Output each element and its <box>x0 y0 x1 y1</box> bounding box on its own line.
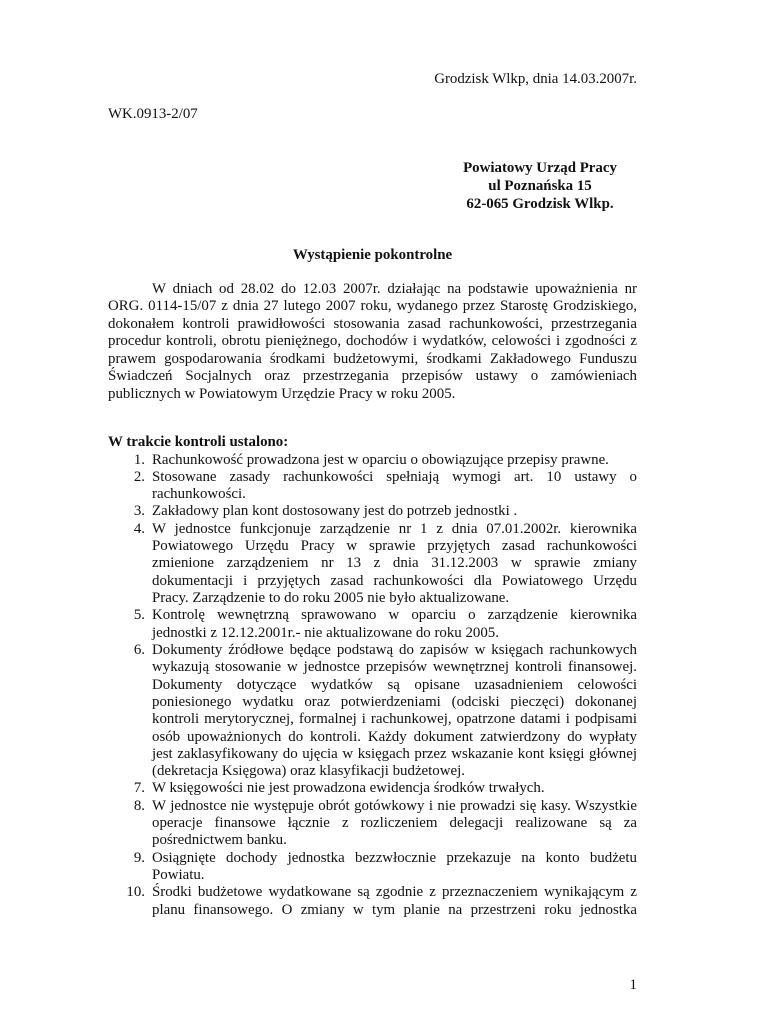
list-item-line: Kontrolę wewnętrzną sprawowano w oparciu o zarządzenie kierownika <box>152 607 637 624</box>
list-item <box>108 642 637 781</box>
intro-paragraph <box>108 281 637 404</box>
paragraph-line: ORG. 0114-15/07 z dnia 27 lutego 2007 roku, wydanego przez Starostę Grodziskiego, <box>108 298 637 314</box>
list-item-number: 1. <box>133 451 145 468</box>
paragraph-line: prawem gospodarowania środkami budżetowymi, środkami Zakładowego Funduszu <box>108 350 637 367</box>
list-item <box>108 521 637 608</box>
list-item-number: 7. <box>133 780 145 797</box>
paragraph-line: W dniach od 28.02 do 12.03 2007r. działając na podstawie upoważnienia nr <box>152 280 637 297</box>
list-item-line: Zakładowy plan kont dostosowany jest do potrzeb jednostki . <box>152 503 518 520</box>
list-item-line: jednostki z 12.12.2001r.- nie aktualizowane do roku 2005. <box>152 624 499 641</box>
addressee-name: Powiatowy Urząd Pracy <box>463 159 617 176</box>
list-item-line: W jednostce nie występuje obrót gotówkowy i nie prowadzi się kasy. Wszystkie <box>152 797 637 814</box>
addressee-city: 62-065 Grodzisk Wlkp. <box>466 195 614 212</box>
reference-number: WK.0913-2/07 <box>108 105 198 122</box>
list-item-line: Powiatu. <box>152 867 205 883</box>
list-item-line: wykazują stosowanie w jednostce przepisów wewnętrznej kontroli finansowej. <box>152 659 637 676</box>
list-item-number: 6. <box>133 641 145 658</box>
list-item-line: Rachunkowość prowadzona jest w oparciu o obowiązujące przepisy prawne. <box>152 451 609 468</box>
list-item-line: dokumentacji i przyjętych zasad rachunkowości dla Powiatowego Urzędu <box>152 572 637 589</box>
list-item-line: W księgowości nie jest prowadzona ewidencja środków trwałych. <box>152 780 545 797</box>
paragraph-line: publicznych w Powiatowym Urzędzie Pracy w roku 2005. <box>108 385 456 402</box>
list-item-number: 8. <box>133 797 145 814</box>
place-date: Grodzisk Wlkp, dnia 14.03.2007r. <box>434 70 637 87</box>
list-item-number: 4. <box>133 520 145 537</box>
list-item <box>108 607 637 642</box>
list-item-number: 10. <box>126 884 145 901</box>
page-number: 1 <box>629 976 637 993</box>
list-item-line: Pracy. Zarządzenie to do roku 2005 nie było aktualizowane. <box>152 590 510 606</box>
list-item-line: W jednostce funkcjonuje zarządzenie nr 1 z dnia 07.01.2002r. kierownika <box>152 520 637 537</box>
list-item-line: Środki budżetowe wydatkowane są zgodnie z przeznaczeniem wynikającym z <box>152 884 637 901</box>
list-item-line: Dokumenty źródłowe będące podstawą do zapisów w księgach rachunkowych <box>152 641 637 658</box>
list-item-number: 3. <box>133 503 145 520</box>
list-item-line: poniesionego wydatku oraz potwierdzeniami (odciski pieczęci) dokonanej <box>152 693 637 710</box>
list-item <box>108 452 637 469</box>
document-title: Wystąpienie pokontrolne <box>292 246 453 263</box>
list-item <box>108 850 637 885</box>
addressee-street: ul Poznańska 15 <box>488 177 592 194</box>
list-item <box>108 780 637 797</box>
findings-list <box>108 452 637 919</box>
list-item-line: Stosowane zasady rachunkowości spełniają wymogi art. 10 ustawy o <box>152 468 637 485</box>
list-item-line: rachunkowości. <box>152 486 246 503</box>
paragraph-line: procedur kontroli, obrotu pieniężnego, dochodów i wydatków, celowości i zgodności z <box>108 333 637 349</box>
list-item-line: pośrednictwem banku. <box>152 832 287 849</box>
list-item-line: zmienione zarządzeniem nr 13 z dnia 31.12.2003 w sprawie zmiany <box>152 555 637 572</box>
list-item-line: kontroli merytorycznej, formalnej i rachunkowej, opatrzone datami i podpisami <box>152 711 637 728</box>
list-item-line: jest zaklasyfikowany do ujęcia w księgach przez wskazanie kont księgi głównej <box>152 745 637 762</box>
paragraph-line: dokonałem kontroli prawidłowości stosowania zasad rachunkowości, przestrzegania <box>108 315 637 332</box>
list-item-number: 9. <box>133 849 145 866</box>
list-item-line: Powiatowego Urzędu Pracy w sprawie przyjętych zasad rachunkowości <box>152 538 637 555</box>
paragraph-line: Świadczeń Socjalnych oraz przestrzegania przepisów ustawy o zamówieniach <box>108 368 637 384</box>
list-item-line: (dekretacja Księgowa) oraz klasyfikacji budżetowej. <box>152 763 465 780</box>
list-item <box>108 884 637 919</box>
list-item-line: Dokumenty dotyczące wydatków są opisane uzasadnieniem celowości <box>152 676 637 693</box>
list-item-number: 5. <box>133 607 145 624</box>
list-item <box>108 503 637 520</box>
addressee-block <box>420 159 660 213</box>
list-item-line: planu finansowego. O zmiany w tym planie na przestrzeni roku jednostka <box>152 901 637 918</box>
list-item <box>108 469 637 504</box>
list-item-line: Osiągnięte dochody jednostka bezzwłocznie przekazuje na konto budżetu <box>152 849 637 866</box>
list-item-line: operacje finansowe łącznie z rozliczeniem delegacji realizowane są za <box>152 815 637 832</box>
list-item <box>108 798 637 850</box>
findings-heading: W trakcie kontroli ustalono: <box>108 433 289 450</box>
list-item-number: 2. <box>133 468 145 485</box>
list-item-line: osób upoważnionych do kontroli. Każdy dokument zatwierdzony do wypłaty <box>152 728 637 745</box>
